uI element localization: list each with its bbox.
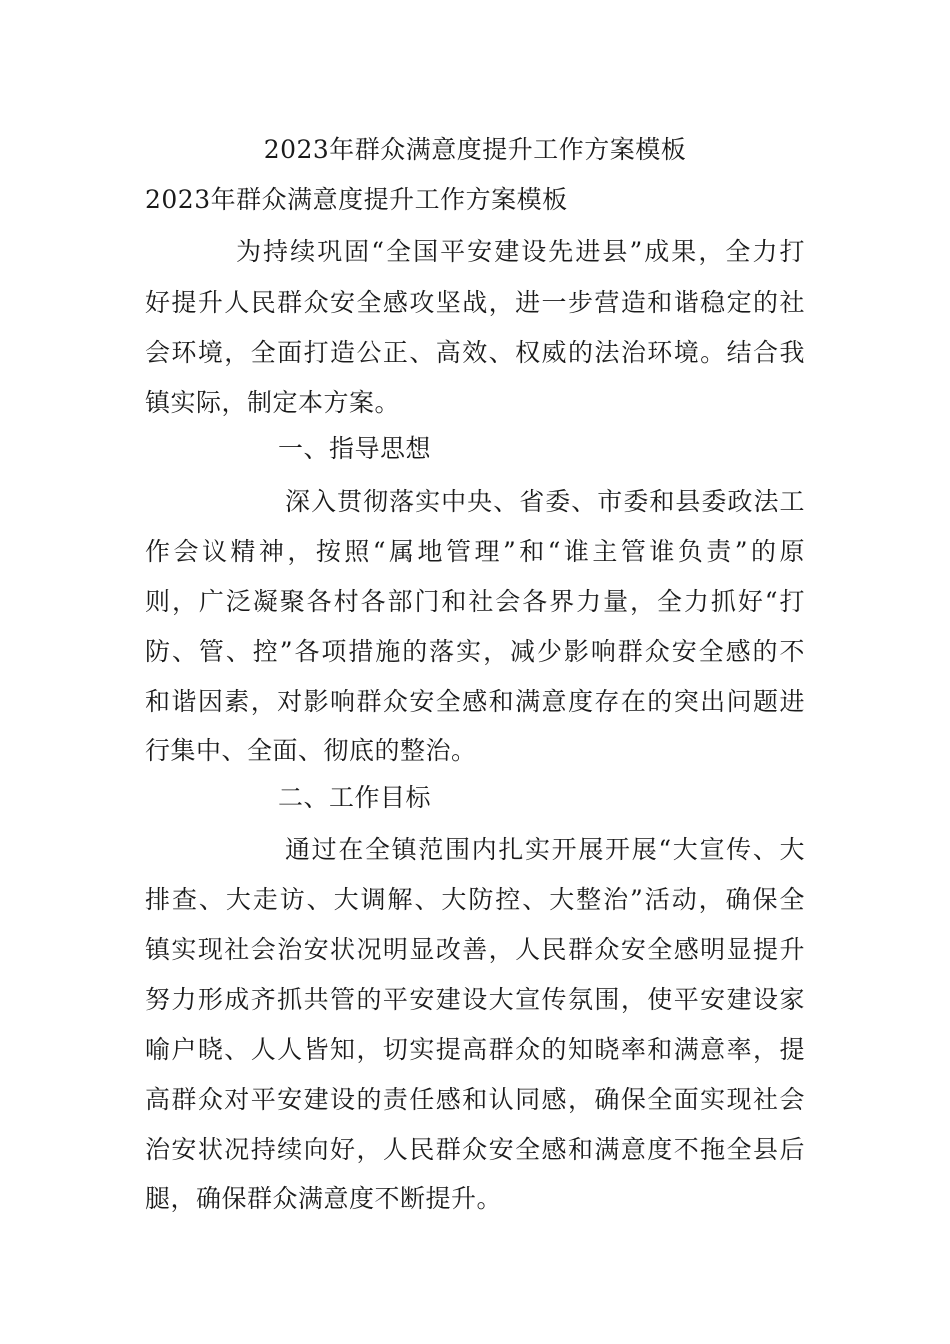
- section-heading-guiding-thought: 一、指导思想: [278, 434, 432, 463]
- section2-line: 排查、大走访、大调解、大防控、大整治”活动，确保全: [145, 885, 805, 914]
- section2-line: 喻户晓、人人皆知，切实提高群众的知晓率和满意率，提: [145, 1035, 805, 1064]
- section1-line: 防、管、控”各项措施的落实，减少影响群众安全感的不: [145, 637, 805, 666]
- section2-line: 通过在全镇范围内扎实开展开展“大宣传、大: [285, 835, 805, 864]
- section-heading-work-goals: 二、工作目标: [278, 783, 432, 812]
- section2-line: 镇实现社会治安状况明显改善，人民群众安全感明显提升: [145, 935, 805, 964]
- section1-line: 深入贯彻落实中央、省委、市委和县委政法工: [285, 487, 805, 516]
- document-title-centered: 2023年群众满意度提升工作方案模板: [263, 135, 687, 164]
- section1-line: 则，广泛凝聚各村各部门和社会各界力量，全力抓好“打: [145, 587, 805, 616]
- document-title-left: 2023年群众满意度提升工作方案模板: [145, 185, 568, 214]
- section2-line: 腿，确保群众满意度不断提升。: [145, 1184, 503, 1213]
- section1-line: 行集中、全面、彻底的整治。: [145, 736, 477, 765]
- section2-line: 治安状况持续向好，人民群众安全感和满意度不拖全县后: [145, 1135, 805, 1164]
- intro-line: 会环境，全面打造公正、高效、权威的法治环境。结合我: [145, 338, 805, 367]
- intro-line: 镇实际，制定本方案。: [145, 388, 401, 417]
- intro-line: 为持续巩固“全国平安建设先进县”成果，全力打: [236, 237, 805, 266]
- section2-line: 高群众对平安建设的责任感和认同感，确保全面实现社会: [145, 1085, 805, 1114]
- section1-line: 和谐因素，对影响群众安全感和满意度存在的突出问题进: [145, 687, 805, 716]
- section2-line: 努力形成齐抓共管的平安建设大宣传氛围，使平安建设家: [145, 985, 805, 1014]
- section1-line: 作会议精神，按照“属地管理”和“谁主管谁负责”的原: [145, 537, 805, 566]
- intro-line: 好提升人民群众安全感攻坚战，进一步营造和谐稳定的社: [145, 288, 805, 317]
